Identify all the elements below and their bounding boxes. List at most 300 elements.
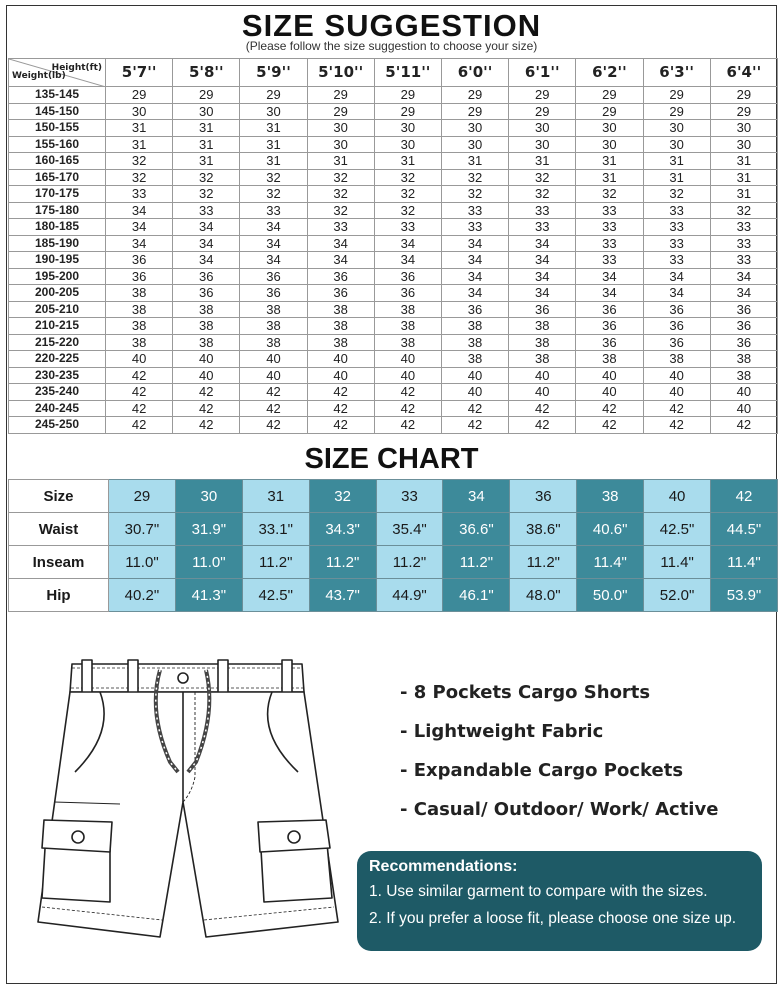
size-cell: 42: [710, 417, 777, 434]
chart-cell: 40: [644, 480, 711, 513]
chart-cell: 11.4": [644, 546, 711, 579]
weight-cell: 205-210: [9, 301, 106, 318]
size-cell: 42: [106, 384, 173, 401]
size-cell: 30: [710, 120, 777, 137]
chart-cell: 34.3": [309, 513, 376, 546]
size-cell: 30: [576, 136, 643, 153]
weight-cell: 135-145: [9, 87, 106, 104]
size-cell: 32: [441, 169, 508, 186]
size-cell: 34: [509, 235, 576, 252]
size-cell: 34: [509, 268, 576, 285]
size-cell: 29: [710, 103, 777, 120]
size-cell: 38: [173, 334, 240, 351]
size-cell: 42: [374, 384, 441, 401]
table-row: [9, 186, 778, 203]
table-row: [9, 351, 778, 368]
size-cell: 31: [374, 153, 441, 170]
recommendation-item: 1. Use similar garment to compare with the sizes.: [369, 883, 708, 900]
size-cell: 34: [106, 235, 173, 252]
chart-cell: 11.4": [577, 546, 644, 579]
height-header: 5'9'': [240, 59, 307, 87]
feature-list: [400, 682, 718, 838]
size-cell: 36: [576, 334, 643, 351]
chart-cell: 36.6": [443, 513, 510, 546]
size-cell: 36: [173, 285, 240, 302]
size-cell: 42: [576, 400, 643, 417]
table-row: [9, 367, 778, 384]
size-cell: 38: [240, 301, 307, 318]
size-cell: 32: [173, 186, 240, 203]
chart-cell: 42: [711, 480, 778, 513]
size-cell: 34: [173, 235, 240, 252]
size-cell: 42: [173, 400, 240, 417]
size-cell: 34: [441, 268, 508, 285]
size-cell: 30: [643, 136, 710, 153]
size-cell: 36: [710, 318, 777, 335]
table-row: [9, 235, 778, 252]
size-cell: 34: [240, 252, 307, 269]
size-cell: 40: [441, 367, 508, 384]
weight-axis-label: Weight(lb): [12, 71, 66, 81]
size-cell: 38: [441, 351, 508, 368]
size-cell: 29: [441, 103, 508, 120]
size-cell: 42: [307, 384, 374, 401]
size-cell: 38: [710, 351, 777, 368]
size-cell: 34: [240, 219, 307, 236]
size-cell: 38: [106, 301, 173, 318]
size-cell: 33: [173, 202, 240, 219]
size-cell: 36: [576, 301, 643, 318]
size-cell: 38: [106, 318, 173, 335]
chart-cell: 30.7": [109, 513, 176, 546]
size-cell: 38: [307, 334, 374, 351]
chart-cell: 35.4": [376, 513, 443, 546]
size-cell: 33: [441, 202, 508, 219]
size-cell: 36: [710, 301, 777, 318]
size-cell: 33: [509, 219, 576, 236]
size-cell: 32: [240, 169, 307, 186]
size-cell: 40: [240, 367, 307, 384]
size-cell: 34: [710, 285, 777, 302]
chart-cell: 31.9": [175, 513, 242, 546]
size-cell: 33: [643, 252, 710, 269]
size-cell: 31: [710, 169, 777, 186]
size-cell: 36: [240, 285, 307, 302]
size-cell: 42: [441, 400, 508, 417]
size-cell: 31: [240, 153, 307, 170]
size-cell: 42: [509, 417, 576, 434]
size-cell: 33: [576, 252, 643, 269]
size-cell: 34: [374, 252, 441, 269]
chart-row: [9, 513, 778, 546]
table-row: [9, 400, 778, 417]
recommendations-box: [357, 851, 762, 951]
chart-cell: 42.5": [242, 579, 309, 612]
height-header: 5'10'': [307, 59, 374, 87]
size-cell: 38: [173, 318, 240, 335]
chart-cell: 44.5": [711, 513, 778, 546]
size-cell: 33: [643, 202, 710, 219]
weight-cell: 165-170: [9, 169, 106, 186]
size-cell: 30: [374, 120, 441, 137]
size-cell: 34: [441, 235, 508, 252]
weight-cell: 185-190: [9, 235, 106, 252]
size-cell: 36: [307, 285, 374, 302]
chart-cell: 11.2": [510, 546, 577, 579]
chart-cell: 40.6": [577, 513, 644, 546]
chart-cell: 11.2": [376, 546, 443, 579]
size-cell: 33: [643, 235, 710, 252]
chart-row: [9, 579, 778, 612]
size-cell: 40: [643, 367, 710, 384]
chart-cell: 46.1": [443, 579, 510, 612]
size-cell: 38: [374, 334, 441, 351]
recommendation-item: 2. If you prefer a loose fit, please choose one size up.: [369, 910, 737, 927]
table-row: [9, 301, 778, 318]
size-cell: 34: [106, 219, 173, 236]
weight-cell: 235-240: [9, 384, 106, 401]
size-cell: 42: [173, 417, 240, 434]
size-cell: 40: [710, 400, 777, 417]
size-cell: 30: [173, 103, 240, 120]
size-cell: 42: [240, 400, 307, 417]
table-row: [9, 417, 778, 434]
size-cell: 29: [173, 87, 240, 104]
size-cell: 34: [710, 268, 777, 285]
size-cell: 36: [106, 268, 173, 285]
size-cell: 32: [643, 186, 710, 203]
size-cell: 34: [509, 285, 576, 302]
size-cell: 40: [710, 384, 777, 401]
table-row: [9, 87, 778, 104]
weight-cell: 240-245: [9, 400, 106, 417]
size-cell: 33: [710, 235, 777, 252]
table-row: [9, 384, 778, 401]
size-cell: 40: [173, 351, 240, 368]
weight-cell: 215-220: [9, 334, 106, 351]
size-cell: 36: [106, 252, 173, 269]
size-cell: 38: [307, 301, 374, 318]
size-cell: 40: [576, 367, 643, 384]
size-cell: 32: [509, 186, 576, 203]
chart-row-label: Size: [9, 480, 109, 513]
table-row: [9, 120, 778, 137]
weight-cell: 210-215: [9, 318, 106, 335]
weight-cell: 190-195: [9, 252, 106, 269]
size-cell: 29: [643, 87, 710, 104]
chart-cell: 38: [577, 480, 644, 513]
size-cell: 42: [240, 417, 307, 434]
size-cell: 32: [710, 202, 777, 219]
size-cell: 38: [441, 318, 508, 335]
size-cell: 31: [643, 169, 710, 186]
table-row: [9, 202, 778, 219]
table-row: [9, 103, 778, 120]
size-cell: 34: [307, 252, 374, 269]
size-cell: 42: [173, 384, 240, 401]
size-cell: 34: [441, 252, 508, 269]
chart-row-label: Inseam: [9, 546, 109, 579]
chart-cell: 42.5": [644, 513, 711, 546]
size-cell: 29: [710, 87, 777, 104]
size-suggestion-table: [8, 58, 778, 434]
size-cell: 31: [173, 136, 240, 153]
size-cell: 40: [509, 367, 576, 384]
size-cell: 29: [307, 103, 374, 120]
size-cell: 34: [374, 235, 441, 252]
size-cell: 36: [576, 318, 643, 335]
chart-cell: 36: [510, 480, 577, 513]
size-cell: 29: [374, 103, 441, 120]
size-cell: 32: [509, 169, 576, 186]
size-cell: 36: [643, 318, 710, 335]
chart-cell: 43.7": [309, 579, 376, 612]
size-cell: 40: [173, 367, 240, 384]
size-cell: 33: [576, 219, 643, 236]
table-row: [9, 252, 778, 269]
size-cell: 32: [441, 186, 508, 203]
size-cell: 40: [576, 384, 643, 401]
chart-cell: 32: [309, 480, 376, 513]
size-cell: 33: [643, 219, 710, 236]
size-cell: 34: [576, 285, 643, 302]
size-cell: 34: [576, 268, 643, 285]
table-row: [9, 268, 778, 285]
height-header: 6'2'': [576, 59, 643, 87]
chart-cell: 11.0": [175, 546, 242, 579]
size-cell: 36: [710, 334, 777, 351]
size-cell: 29: [441, 87, 508, 104]
size-cell: 32: [374, 186, 441, 203]
table-row: [9, 169, 778, 186]
size-cell: 31: [240, 136, 307, 153]
size-cell: 36: [643, 301, 710, 318]
size-cell: 42: [643, 400, 710, 417]
chart-cell: 29: [109, 480, 176, 513]
size-cell: 42: [509, 400, 576, 417]
weight-cell: 195-200: [9, 268, 106, 285]
size-cell: 31: [106, 136, 173, 153]
size-cell: 34: [173, 219, 240, 236]
weight-cell: 155-160: [9, 136, 106, 153]
size-cell: 32: [106, 153, 173, 170]
size-cell: 32: [173, 169, 240, 186]
table-corner-header: [9, 59, 106, 87]
size-cell: 33: [576, 235, 643, 252]
size-cell: 38: [106, 285, 173, 302]
size-cell: 30: [240, 103, 307, 120]
size-cell: 40: [240, 351, 307, 368]
size-cell: 33: [240, 202, 307, 219]
size-cell: 33: [509, 202, 576, 219]
size-cell: 31: [106, 120, 173, 137]
size-cell: 34: [643, 268, 710, 285]
chart-cell: 52.0": [644, 579, 711, 612]
size-cell: 31: [240, 120, 307, 137]
size-cell: 29: [240, 87, 307, 104]
size-cell: 31: [643, 153, 710, 170]
size-cell: 42: [106, 367, 173, 384]
size-cell: 36: [374, 285, 441, 302]
height-header: 5'11'': [374, 59, 441, 87]
chart-cell: 11.2": [443, 546, 510, 579]
size-cell: 38: [509, 351, 576, 368]
size-chart-table: [8, 479, 778, 612]
feature-item: - 8 Pockets Cargo Shorts: [400, 682, 651, 703]
chart-cell: 11.4": [711, 546, 778, 579]
height-header: 6'1'': [509, 59, 576, 87]
size-cell: 42: [374, 400, 441, 417]
chart-cell: 30: [175, 480, 242, 513]
size-cell: 42: [643, 417, 710, 434]
size-cell: 33: [307, 219, 374, 236]
size-cell: 34: [643, 285, 710, 302]
size-cell: 31: [173, 153, 240, 170]
size-cell: 38: [374, 301, 441, 318]
size-cell: 31: [509, 153, 576, 170]
size-cell: 42: [106, 400, 173, 417]
size-cell: 31: [441, 153, 508, 170]
size-cell: 38: [576, 351, 643, 368]
table-row: [9, 334, 778, 351]
size-cell: 38: [374, 318, 441, 335]
height-header: 6'3'': [643, 59, 710, 87]
size-cell: 42: [240, 384, 307, 401]
chart-cell: 40.2": [109, 579, 176, 612]
size-cell: 33: [710, 252, 777, 269]
size-cell: 29: [307, 87, 374, 104]
chart-row-label: Waist: [9, 513, 109, 546]
size-cell: 36: [240, 268, 307, 285]
size-cell: 32: [576, 186, 643, 203]
size-cell: 42: [106, 417, 173, 434]
size-cell: 30: [710, 136, 777, 153]
size-cell: 31: [710, 153, 777, 170]
size-cell: 31: [307, 153, 374, 170]
size-cell: 38: [240, 318, 307, 335]
size-cell: 32: [307, 186, 374, 203]
chart-cell: 34: [443, 480, 510, 513]
size-cell: 31: [710, 186, 777, 203]
size-cell: 34: [509, 252, 576, 269]
size-cell: 29: [374, 87, 441, 104]
chart-row: [9, 480, 778, 513]
size-cell: 38: [173, 301, 240, 318]
table-row: [9, 318, 778, 335]
feature-item: - Lightweight Fabric: [400, 721, 604, 742]
size-suggestion-title: SIZE SUGGESTION: [241, 8, 542, 43]
size-cell: 38: [307, 318, 374, 335]
table-row: [9, 219, 778, 236]
size-cell: 40: [374, 367, 441, 384]
size-cell: 38: [710, 367, 777, 384]
size-cell: 33: [710, 219, 777, 236]
size-cell: 30: [441, 136, 508, 153]
size-cell: 34: [441, 285, 508, 302]
size-cell: 30: [374, 136, 441, 153]
size-cell: 38: [509, 334, 576, 351]
size-cell: 29: [509, 103, 576, 120]
chart-cell: 48.0": [510, 579, 577, 612]
size-cell: 32: [307, 202, 374, 219]
size-cell: 32: [240, 186, 307, 203]
size-cell: 36: [441, 301, 508, 318]
size-cell: 36: [509, 301, 576, 318]
size-cell: 31: [173, 120, 240, 137]
size-cell: 40: [307, 367, 374, 384]
chart-cell: 11.0": [109, 546, 176, 579]
chart-cell: 11.2": [309, 546, 376, 579]
size-cell: 34: [307, 235, 374, 252]
size-cell: 36: [643, 334, 710, 351]
chart-cell: 33: [376, 480, 443, 513]
table-row: [9, 136, 778, 153]
size-chart-title: SIZE CHART: [304, 443, 479, 475]
size-cell: 40: [643, 384, 710, 401]
size-cell: 36: [173, 268, 240, 285]
size-cell: 29: [106, 87, 173, 104]
weight-cell: 150-155: [9, 120, 106, 137]
size-cell: 29: [643, 103, 710, 120]
height-header: 5'8'': [173, 59, 240, 87]
size-cell: 30: [643, 120, 710, 137]
size-cell: 42: [576, 417, 643, 434]
chart-row: [9, 546, 778, 579]
chart-row-label: Hip: [9, 579, 109, 612]
chart-cell: 33.1": [242, 513, 309, 546]
size-cell: 30: [509, 120, 576, 137]
size-cell: 42: [374, 417, 441, 434]
chart-cell: 31: [242, 480, 309, 513]
size-cell: 40: [441, 384, 508, 401]
size-cell: 32: [307, 169, 374, 186]
table-row: [9, 285, 778, 302]
height-axis-label: Height(ft): [51, 63, 102, 73]
table-row: [9, 153, 778, 170]
size-cell: 31: [576, 169, 643, 186]
size-cell: 34: [240, 235, 307, 252]
weight-cell: 180-185: [9, 219, 106, 236]
feature-item: - Expandable Cargo Pockets: [400, 760, 684, 781]
size-cell: 30: [441, 120, 508, 137]
weight-cell: 245-250: [9, 417, 106, 434]
height-header: 5'7'': [106, 59, 173, 87]
size-cell: 36: [374, 268, 441, 285]
chart-cell: 53.9": [711, 579, 778, 612]
size-cell: 29: [509, 87, 576, 104]
size-cell: 40: [106, 351, 173, 368]
size-cell: 32: [374, 169, 441, 186]
size-cell: 33: [374, 219, 441, 236]
size-cell: 30: [106, 103, 173, 120]
chart-cell: 50.0": [577, 579, 644, 612]
size-cell: 33: [576, 202, 643, 219]
size-cell: 38: [106, 334, 173, 351]
size-cell: 38: [643, 351, 710, 368]
feature-item: - Casual/ Outdoor/ Work/ Active: [400, 799, 719, 820]
weight-cell: 175-180: [9, 202, 106, 219]
weight-cell: 200-205: [9, 285, 106, 302]
size-cell: 32: [106, 169, 173, 186]
chart-cell: 38.6": [510, 513, 577, 546]
size-cell: 30: [307, 120, 374, 137]
weight-cell: 220-225: [9, 351, 106, 368]
height-header: 6'4'': [710, 59, 777, 87]
size-suggestion-subtitle: (Please follow the size suggestion to choose your size): [245, 39, 538, 53]
size-cell: 38: [240, 334, 307, 351]
size-cell: 38: [509, 318, 576, 335]
size-cell: 33: [106, 186, 173, 203]
